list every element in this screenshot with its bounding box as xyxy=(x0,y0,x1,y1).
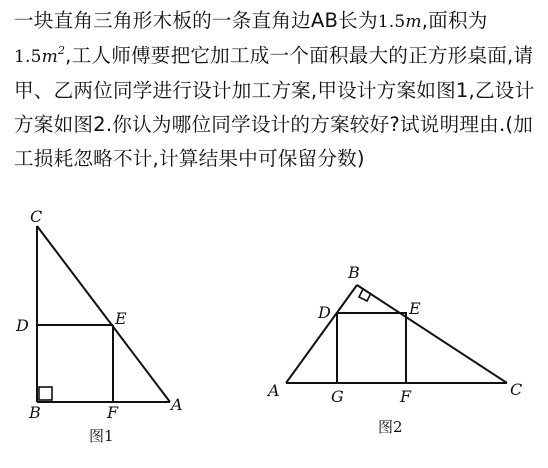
fig1-label-e: E xyxy=(115,309,127,328)
fig1-label-d: D xyxy=(16,316,29,335)
problem-part-3: ,工人师傅要把它加工成一个面积最大的正方形桌面,请甲、乙两位同学进行设计加工方案,甲设计方案如图1,乙设计方案如图2.你认为哪位同学设计的方案较好?试说明理由.(加工损耗忽略不计,计算结果中可保留分数) xyxy=(14,44,535,170)
fig1-label-b: B xyxy=(29,403,41,422)
fig2-side-bc xyxy=(357,285,507,383)
fig2-square-defg xyxy=(337,313,406,383)
fig1-label-c: C xyxy=(30,207,43,226)
fig2-side-ab xyxy=(286,285,357,383)
ab-length: 1.5m xyxy=(377,12,422,32)
fig2-label-a: A xyxy=(268,381,280,400)
fig2-label-g: G xyxy=(331,387,344,406)
fig2-label-e: E xyxy=(409,299,421,318)
fig1-label-a: A xyxy=(171,395,183,414)
fig1-label-f: F xyxy=(107,403,119,422)
problem-part-2: ,面积为 xyxy=(421,9,488,32)
fig1-hypotenuse-ca xyxy=(37,226,170,402)
fig2-label-d: D xyxy=(318,303,331,322)
fig2-label-b: B xyxy=(348,263,360,282)
figure-1 xyxy=(37,226,170,402)
figure-2 xyxy=(286,285,507,383)
fig2-label-c: C xyxy=(510,380,523,399)
area-value: $1.5m^2$ xyxy=(14,44,66,67)
fig1-right-angle-mark xyxy=(39,387,52,400)
problem-part-1: 一块直角三角形木板的一条直角边AB长为 xyxy=(14,9,378,32)
fig1-caption: 图1 xyxy=(89,427,114,445)
fig2-label-f: F xyxy=(400,387,412,406)
fig2-caption: 图2 xyxy=(378,418,403,436)
